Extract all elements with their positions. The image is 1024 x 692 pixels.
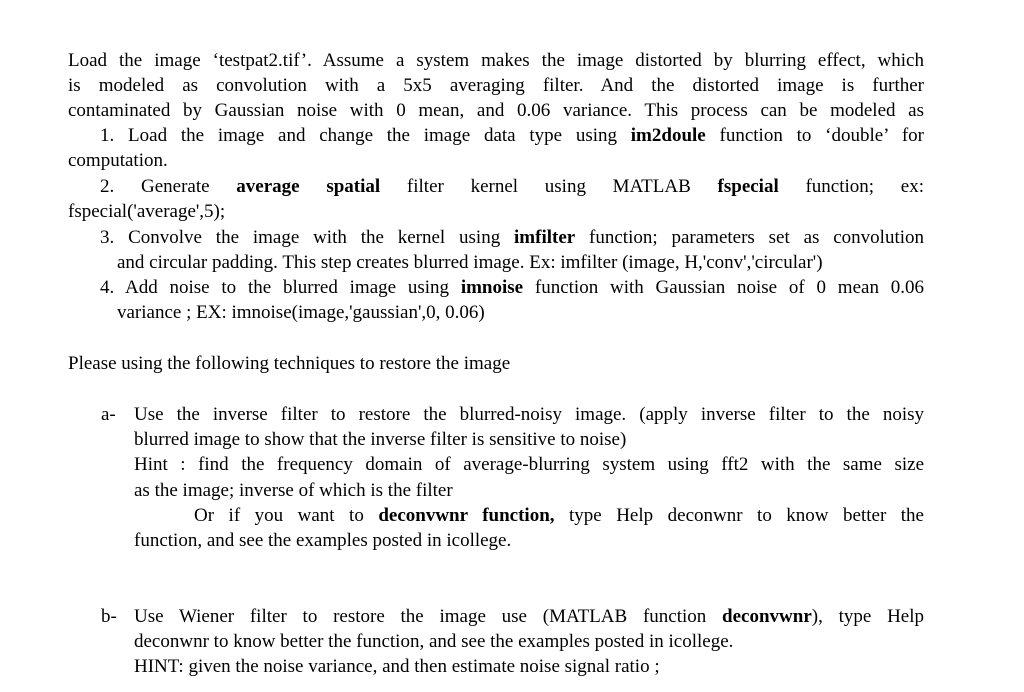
part-a-line-6: function, and see the examples posted in icollege. [134, 530, 512, 552]
part-b-line-3: HINT: given the noise variance, and then estimate noise signal ratio ; [134, 656, 660, 678]
spatial-keyword: spatial [326, 176, 381, 197]
part-b-marker: b- [101, 606, 117, 627]
step-1-line-2: computation. [68, 150, 168, 172]
im2doule-keyword: im2doule [630, 125, 706, 146]
imfilter-keyword: imfilter [514, 227, 576, 248]
part-a-line-4: as the image; inverse of which is the filter [134, 479, 453, 501]
part-a-line-5: Or if you want to deconvwnr function, type Help deconwnr to know better the [194, 504, 924, 526]
intro-line-1: Load the image ‘testpat2.tif’. Assume a system makes the image distorted by blurring effect, which [68, 50, 924, 71]
step-3-line-2: and circular padding. This step creates blurred image. Ex: imfilter (image, H,'conv','circular') [117, 252, 823, 274]
deconvwnr-keyword: deconvwnr [722, 606, 812, 627]
part-b-line-1: Use Wiener filter to restore the image use (MATLAB function deconvwnr), type Help [134, 606, 924, 627]
step-2-line-2: fspecial('average',5); [68, 201, 226, 223]
step-4-line-1: 4. Add noise to the blurred image using imnoise function with Gaussian noise of 0 mean 0.06 [100, 277, 924, 298]
step-3-line-1: 3. Convolve the image with the kernel using imfilter function; parameters set as convolution [100, 227, 924, 248]
step-2 [68, 174, 924, 224]
step-4-line-2: variance ; EX: imnoise(image,'gaussian',0, 0.06) [117, 302, 485, 324]
part-a-line-1: Use the inverse filter to restore the blurred-noisy image. (apply inverse filter to the noisy [134, 404, 924, 425]
part-a-line-2: blurred image to show that the inverse filter is sensitive to noise) [134, 429, 627, 451]
intro-line-3: contaminated by Gaussian noise with 0 mean, and 0.06 variance. This process can be modeled as [68, 100, 924, 122]
intro-line-2: is modeled as convolution with a 5x5 averaging filter. And the distorted image is further [68, 75, 924, 97]
step-4 [100, 275, 924, 325]
part-b-line-2: deconwnr to know better the function, and see the examples posted in icollege. [134, 631, 734, 653]
average-keyword: average [236, 176, 300, 197]
step-2-line-1: 2. Generate average spatial filter kernel using MATLAB fspecial function; ex: [100, 176, 925, 197]
intro-paragraph [68, 48, 924, 124]
techniques-intro: Please using the following techniques to restore the image [68, 353, 511, 374]
step-3-number: 3. [100, 227, 115, 248]
step-1-number: 1. [100, 125, 115, 146]
step-4-number: 4. [100, 277, 115, 298]
part-a-line-3: Hint : find the frequency domain of average-blurring system using fft2 with the same size [134, 454, 924, 476]
step-1-line-1: 1. Load the image and change the image data type using im2doule function to ‘double’ for [100, 125, 925, 146]
step-3 [100, 225, 924, 275]
part-a-marker: a- [101, 404, 116, 425]
deconvwnr-function-keyword: deconvwnr function, [378, 504, 555, 526]
step-2-number: 2. [100, 176, 115, 197]
part-a [101, 402, 924, 553]
imnoise-keyword: imnoise [460, 277, 524, 298]
step-1 [68, 123, 924, 173]
part-b [101, 604, 924, 680]
fspecial-keyword: fspecial [717, 176, 779, 197]
